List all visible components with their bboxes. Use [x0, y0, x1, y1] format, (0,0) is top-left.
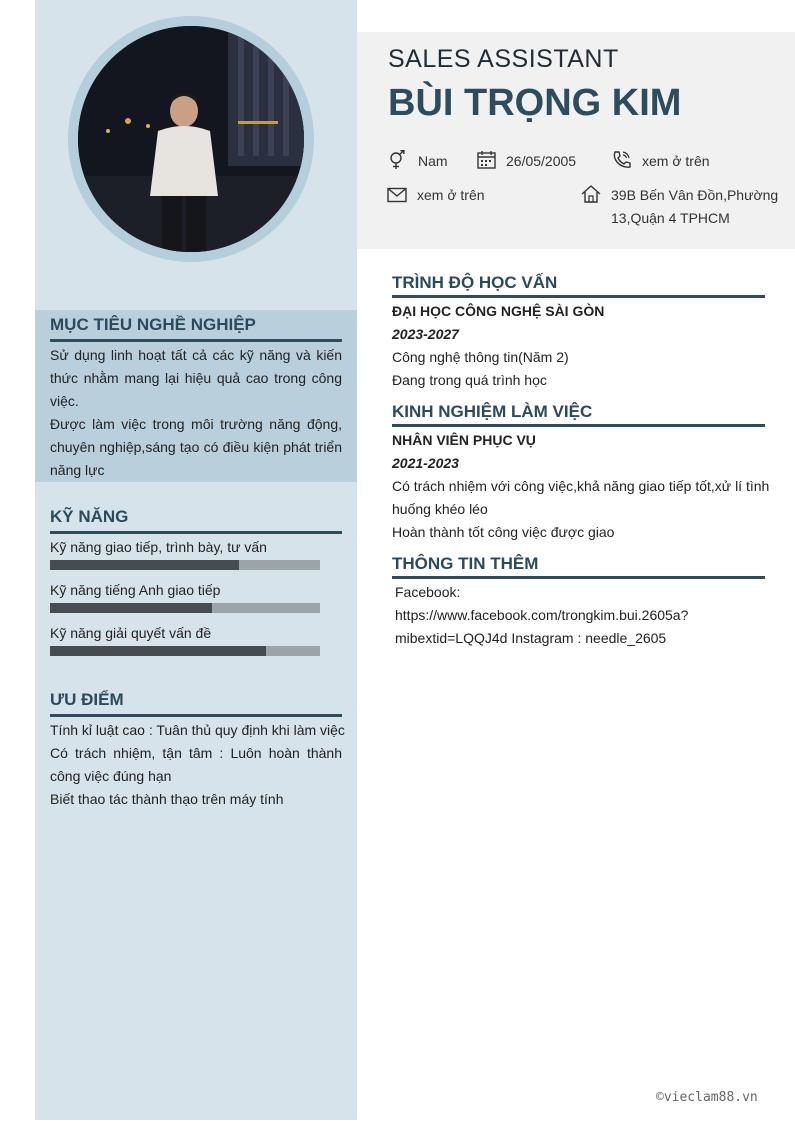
strength-line-3: Biết thao tác thành thạo trên máy tính [50, 791, 284, 807]
address-line-2: 13,Quận 4 TPHCM [611, 210, 730, 226]
email-text: xem ở trên [417, 187, 485, 203]
avatar [78, 26, 304, 252]
skill-label: Kỹ năng tiếng Anh giao tiếp [50, 582, 221, 598]
skill-bar-fill [50, 603, 212, 613]
experience-position: NHÂN VIÊN PHỤC VỤ [392, 432, 536, 448]
strengths-title: ƯU ĐIỂM [50, 690, 342, 717]
skill-bar-fill [50, 560, 239, 570]
extra-line-3: mibextid=LQQJ4d Instagram : needle_2605 [395, 630, 667, 646]
extra-line-2: https://www.facebook.com/trongkim.bui.2605a? [395, 607, 689, 623]
strength-line-1: Tính kỉ luật cao : Tuân thủ quy định khi làm việc [50, 722, 345, 738]
skill-label: Kỹ năng giải quyết vấn đề [50, 625, 212, 641]
skill-bar-fill [50, 646, 266, 656]
phone-icon [612, 150, 632, 170]
objective-paragraph-2: Được làm việc trong môi trường năng động, chuyên nghiệp,sáng tạo có điều kiện phát triển năng lực [50, 416, 342, 478]
experience-desc-2: Hoàn thành tốt công việc được giao [392, 524, 615, 540]
strength-line-2: Có trách nhiệm, tận tâm : Luôn hoàn thành công việc đúng hạn [50, 745, 342, 784]
education-major: Công nghệ thông tin(Năm 2) [392, 349, 569, 365]
education-school: ĐẠI HỌC CÔNG NGHỆ SÀI GÒN [392, 303, 605, 319]
skill-bar [50, 560, 320, 570]
skills-title: KỸ NĂNG [50, 507, 342, 534]
extra-line-1: Facebook: [395, 584, 461, 600]
skill-bar [50, 646, 320, 656]
phone-text: xem ở trên [642, 153, 710, 169]
experience-title: KINH NGHIỆM LÀM VIỆC [392, 402, 765, 427]
extra-title: THÔNG TIN THÊM [392, 554, 765, 579]
skill-bar [50, 603, 320, 613]
gender-text: Nam [418, 153, 448, 169]
experience-desc-1: Có trách nhiệm với công việc,khả năng giao tiếp tốt,xử lí tình huống khéo léo [392, 478, 770, 517]
objective-paragraph-1: Sử dụng linh hoạt tất cả các kỹ năng và kiến thức nhằm mang lại hiệu quả cao trong công việc. [50, 347, 342, 409]
watermark: ©vieclam88.vn [656, 1090, 758, 1105]
birthday-text: 26/05/2005 [506, 153, 577, 169]
gender-icon [387, 150, 407, 170]
candidate-name: BÙI TRỌNG KIM [388, 82, 682, 124]
objective-title: MỤC TIÊU NGHỀ NGHIỆP [50, 315, 342, 342]
education-status: Đang trong quá trình học [392, 372, 547, 388]
calendar-icon [477, 150, 497, 170]
home-icon [581, 184, 601, 204]
job-title: SALES ASSISTANT [388, 45, 619, 73]
avatar-photo [78, 26, 304, 252]
address-line-1: 39B Bến Vân Đồn,Phường [611, 187, 779, 203]
skill-label: Kỹ năng giao tiếp, trình bày, tư vấn [50, 539, 267, 555]
education-title: TRÌNH ĐỘ HỌC VẤN [392, 273, 765, 298]
experience-years: 2021-2023 [392, 455, 459, 471]
envelope-icon [387, 187, 407, 203]
education-years: 2023-2027 [392, 326, 459, 342]
